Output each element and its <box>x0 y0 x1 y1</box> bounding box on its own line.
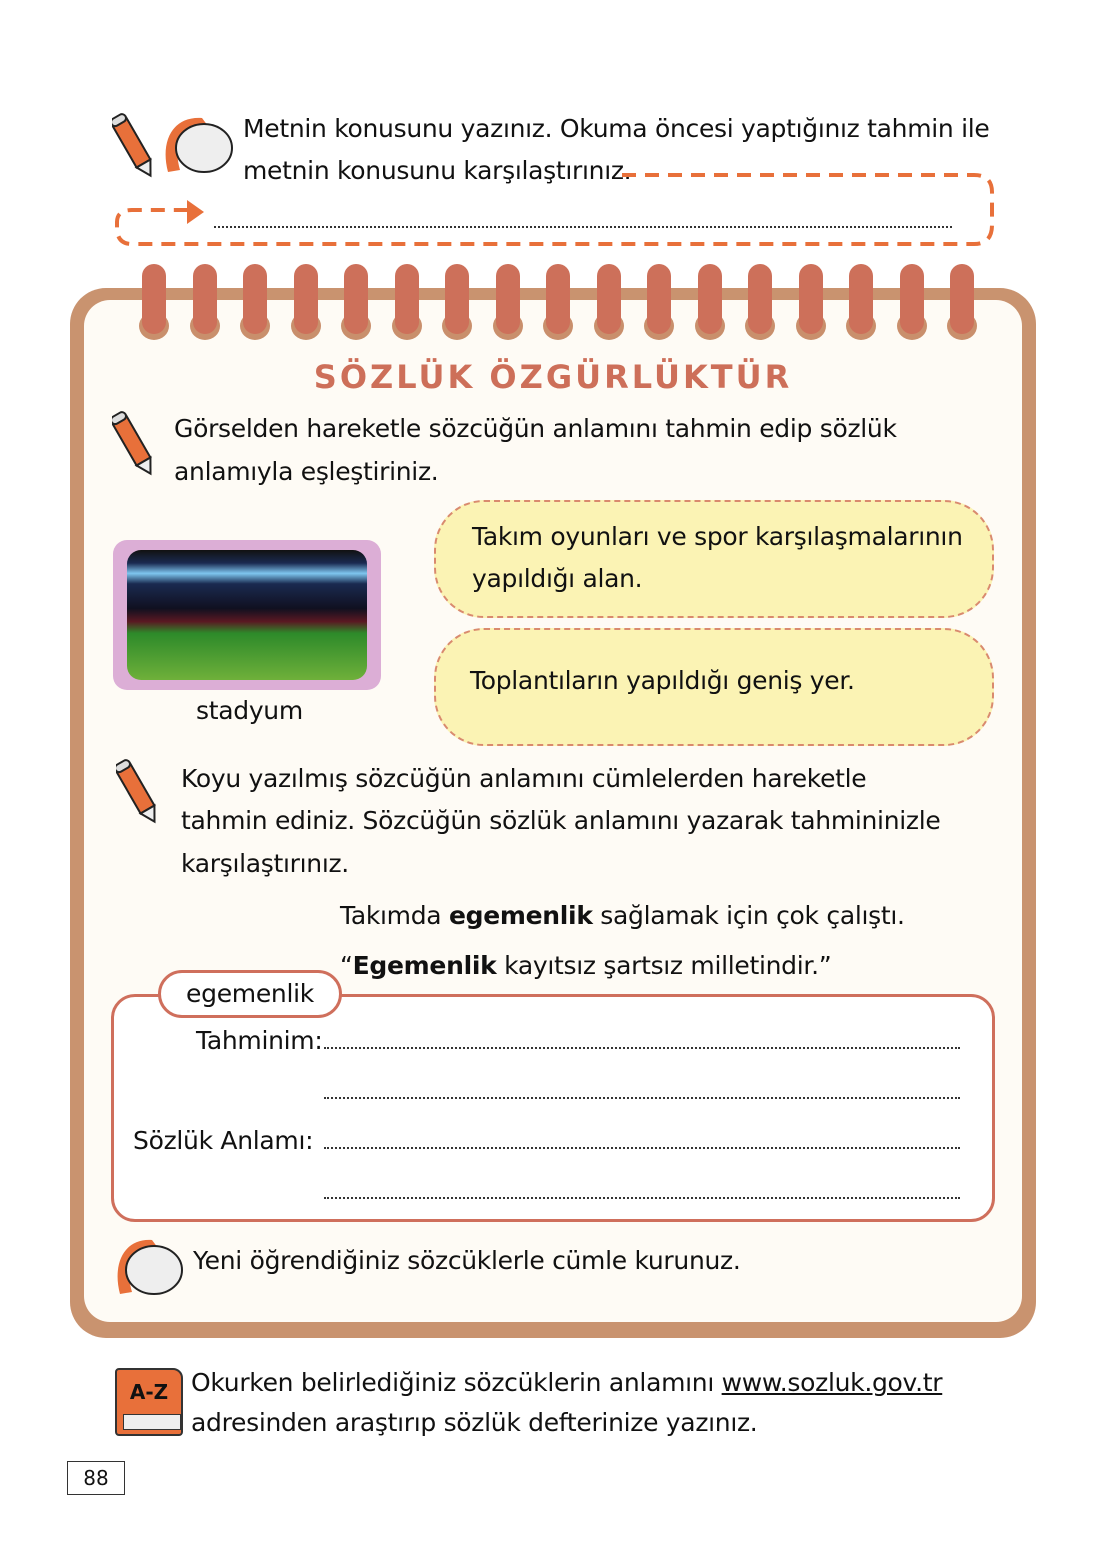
example-sentence-2: “Egemenlik kayıtsız şartsız milletindir.” <box>340 951 832 980</box>
spiral-ring <box>597 264 621 334</box>
spiral-ring <box>849 264 873 334</box>
task3-line1: Koyu yazılmış sözcüğün anlamını cümlelerden hareketle <box>181 764 867 793</box>
spiral-ring <box>900 264 924 334</box>
word-tag: egemenlik <box>158 970 342 1018</box>
image-caption: stadyum <box>196 696 303 725</box>
task3-line3: karşılaştırınız. <box>181 849 349 878</box>
guess-line-1[interactable] <box>324 1047 960 1049</box>
spiral-ring <box>193 264 217 334</box>
spiral-ring <box>395 264 419 334</box>
pencil-icon <box>112 410 162 482</box>
sozluk-link[interactable]: www.sozluk.gov.tr <box>721 1368 943 1397</box>
dictionary-line-1[interactable] <box>324 1147 960 1149</box>
footer-line1: Okurken belirlediğiniz sözcüklerin anlamını www.sozluk.gov.tr <box>191 1368 943 1397</box>
spiral-ring <box>647 264 671 334</box>
dictionary-book-icon: A-Z <box>115 1368 183 1436</box>
dashed-answer-frame <box>112 170 998 250</box>
spiral-ring <box>243 264 267 334</box>
option1-line1: Takım oyunları ve spor karşılaşmalarının <box>472 522 963 551</box>
task2-line1: Görselden hareketle sözcüğün anlamını tahmin edip sözlük <box>174 414 897 443</box>
meaning-option-1[interactable] <box>434 500 994 618</box>
spiral-ring <box>698 264 722 334</box>
speech-bubble-icon <box>112 1236 184 1300</box>
stadium-image-frame <box>113 540 381 690</box>
task1-line1: Metnin konusunu yazınız. Okuma öncesi yaptığınız tahmin ile <box>243 114 990 143</box>
dictionary-line-2[interactable] <box>324 1197 960 1199</box>
meaning-option-2[interactable] <box>434 628 994 746</box>
spiral-ring <box>445 264 469 334</box>
footer-line2: adresinden araştırıp sözlük defterinize yazınız. <box>191 1408 758 1437</box>
spiral-ring <box>344 264 368 334</box>
option2-text: Toplantıların yapıldığı geniş yer. <box>470 666 855 695</box>
task2-line2: anlamıyla eşleştiriniz. <box>174 457 439 486</box>
dictionary-label: Sözlük Anlamı: <box>133 1126 314 1155</box>
guess-line-2[interactable] <box>324 1097 960 1099</box>
stadium-image <box>127 550 367 680</box>
spiral-ring <box>748 264 772 334</box>
example-sentence-1: Takımda egemenlik sağlamak için çok çalıştı. <box>340 901 905 930</box>
answer-line[interactable] <box>214 226 952 228</box>
spiral-ring <box>799 264 823 334</box>
spiral-ring <box>950 264 974 334</box>
spiral-ring <box>546 264 570 334</box>
section-title: SÖZLÜK ÖZGÜRLÜKTÜR <box>313 358 793 396</box>
task3-line2: tahmin ediniz. Sözcüğün sözlük anlamını yazarak tahmininizle <box>181 806 941 835</box>
pencil-icon <box>116 758 166 830</box>
option1-line2: yapıldığı alan. <box>472 564 643 593</box>
spiral-ring <box>142 264 166 334</box>
task1-line2: metnin konusunu karşılaştırınız. <box>243 156 632 185</box>
task4-text: Yeni öğrendiğiniz sözcüklerle cümle kurunuz. <box>193 1246 741 1275</box>
page-number: 88 <box>67 1461 125 1495</box>
spiral-ring <box>496 264 520 334</box>
spiral-ring <box>294 264 318 334</box>
guess-label: Tahminim: <box>196 1026 323 1055</box>
